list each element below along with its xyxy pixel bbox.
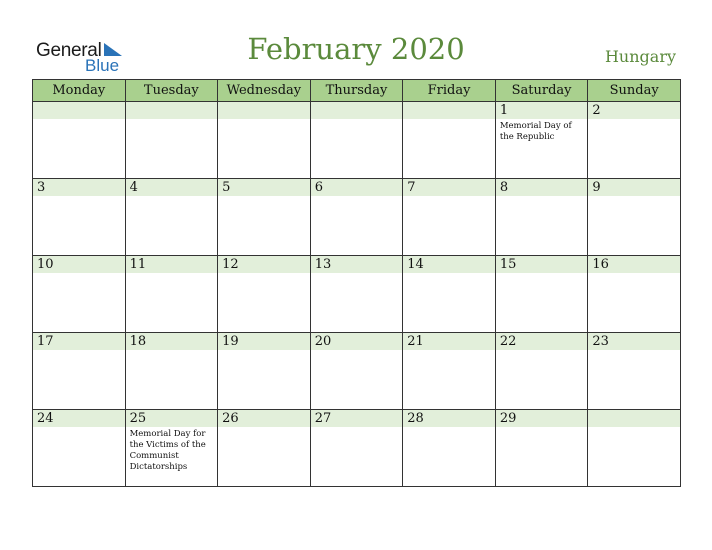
day-cell xyxy=(33,410,126,487)
day-number xyxy=(126,102,218,119)
day-cell xyxy=(495,410,588,487)
holiday-label xyxy=(218,119,310,121)
calendar-grid xyxy=(32,79,681,487)
day-number: 18 xyxy=(126,333,218,350)
holiday-label xyxy=(218,273,310,275)
holiday-label xyxy=(218,196,310,198)
weekday-header: Monday xyxy=(33,80,126,102)
logo-text-general: General xyxy=(36,40,102,61)
day-number: 27 xyxy=(311,410,403,427)
day-cell xyxy=(403,410,496,487)
page-title: February 2020 xyxy=(247,32,465,66)
weekday-header: Friday xyxy=(403,80,496,102)
day-cell xyxy=(588,179,681,256)
day-number: 14 xyxy=(403,256,495,273)
weekday-header: Wednesday xyxy=(218,80,311,102)
holiday-label xyxy=(218,427,310,429)
day-number: 21 xyxy=(403,333,495,350)
holiday-label xyxy=(496,427,588,429)
holiday-label xyxy=(311,119,403,121)
day-cell xyxy=(33,102,126,179)
weekday-header-row xyxy=(33,80,681,102)
day-cell xyxy=(33,179,126,256)
day-cell xyxy=(218,102,311,179)
day-cell xyxy=(125,179,218,256)
day-cell xyxy=(588,102,681,179)
holiday-label xyxy=(588,119,680,121)
day-cell xyxy=(495,256,588,333)
day-cell xyxy=(218,333,311,410)
day-number: 24 xyxy=(33,410,125,427)
weekday-header: Thursday xyxy=(310,80,403,102)
day-cell xyxy=(588,410,681,487)
holiday-label xyxy=(588,350,680,352)
day-number xyxy=(588,410,680,427)
holiday-label xyxy=(33,196,125,198)
day-cell xyxy=(403,102,496,179)
holiday-label xyxy=(496,273,588,275)
holiday-label xyxy=(126,273,218,275)
holiday-label xyxy=(311,350,403,352)
day-cell xyxy=(125,410,218,487)
holiday-label xyxy=(403,119,495,121)
day-number: 13 xyxy=(311,256,403,273)
day-cell xyxy=(403,179,496,256)
day-number: 25 xyxy=(126,410,218,427)
holiday-label xyxy=(126,119,218,121)
day-number: 6 xyxy=(311,179,403,196)
holiday-label xyxy=(33,119,125,121)
day-number: 9 xyxy=(588,179,680,196)
day-number: 4 xyxy=(126,179,218,196)
day-cell xyxy=(495,102,588,179)
day-number: 2 xyxy=(588,102,680,119)
holiday-label xyxy=(496,350,588,352)
day-number: 10 xyxy=(33,256,125,273)
day-cell xyxy=(588,256,681,333)
day-cell xyxy=(33,256,126,333)
week-row xyxy=(33,102,681,179)
holiday-label xyxy=(311,196,403,198)
day-number: 17 xyxy=(33,333,125,350)
holiday-label xyxy=(126,350,218,352)
holiday-label: Memorial Day of the Republic xyxy=(499,121,572,142)
day-number xyxy=(403,102,495,119)
day-number: 1 xyxy=(496,102,588,119)
day-cell xyxy=(495,179,588,256)
day-number: 8 xyxy=(496,179,588,196)
holiday-label xyxy=(588,273,680,275)
day-cell xyxy=(310,410,403,487)
holiday-label xyxy=(33,273,125,275)
day-number: 7 xyxy=(403,179,495,196)
holiday-label xyxy=(496,196,588,198)
day-cell xyxy=(310,179,403,256)
week-row xyxy=(33,179,681,256)
day-cell xyxy=(125,102,218,179)
day-number: 22 xyxy=(496,333,588,350)
day-number xyxy=(33,102,125,119)
day-cell xyxy=(33,333,126,410)
week-row xyxy=(33,256,681,333)
holiday-label xyxy=(33,427,125,429)
day-number: 12 xyxy=(218,256,310,273)
day-number: 23 xyxy=(588,333,680,350)
holiday-label xyxy=(588,196,680,198)
day-cell xyxy=(403,333,496,410)
holiday-label xyxy=(588,427,680,429)
weekday-header: Sunday xyxy=(588,80,681,102)
day-cell xyxy=(218,256,311,333)
weekday-header: Tuesday xyxy=(125,80,218,102)
day-number: 29 xyxy=(496,410,588,427)
day-number: 5 xyxy=(218,179,310,196)
day-number: 3 xyxy=(33,179,125,196)
day-number: 15 xyxy=(496,256,588,273)
holiday-label xyxy=(218,350,310,352)
day-cell xyxy=(588,333,681,410)
holiday-label xyxy=(126,196,218,198)
day-number: 16 xyxy=(588,256,680,273)
holiday-label xyxy=(403,427,495,429)
day-cell xyxy=(218,410,311,487)
day-number: 11 xyxy=(126,256,218,273)
day-number: 19 xyxy=(218,333,310,350)
holiday-label xyxy=(311,273,403,275)
day-number: 26 xyxy=(218,410,310,427)
week-row xyxy=(33,333,681,410)
day-number xyxy=(311,102,403,119)
holiday-label: Memorial Day for the Victims of the Communist Dictatorships xyxy=(129,429,206,472)
holiday-label xyxy=(403,350,495,352)
day-cell xyxy=(403,256,496,333)
day-number: 20 xyxy=(311,333,403,350)
day-cell xyxy=(310,256,403,333)
holiday-label xyxy=(311,427,403,429)
day-cell xyxy=(495,333,588,410)
day-cell xyxy=(310,102,403,179)
country-label: Hungary xyxy=(604,47,676,66)
day-cell xyxy=(310,333,403,410)
weekday-header: Saturday xyxy=(495,80,588,102)
day-cell xyxy=(125,256,218,333)
logo-text-blue: Blue xyxy=(85,56,120,75)
day-number xyxy=(218,102,310,119)
day-cell xyxy=(125,333,218,410)
week-row xyxy=(33,410,681,487)
day-number: 28 xyxy=(403,410,495,427)
holiday-label xyxy=(33,350,125,352)
holiday-label xyxy=(403,273,495,275)
day-cell xyxy=(218,179,311,256)
holiday-label xyxy=(403,196,495,198)
